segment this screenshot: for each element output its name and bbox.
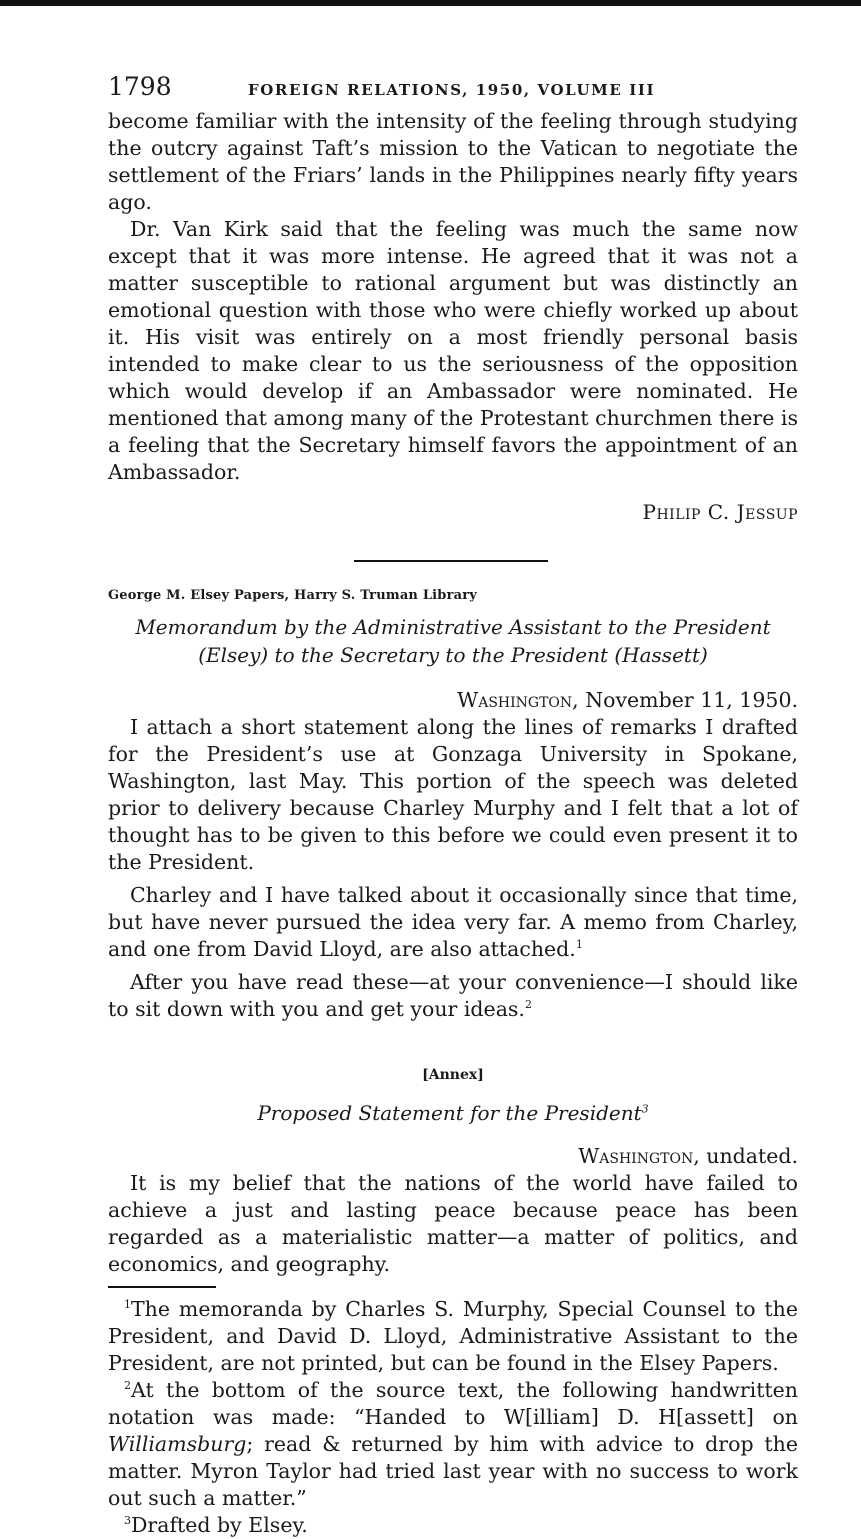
footnote-marker: 2 (124, 1378, 131, 1392)
annex-paragraph: It is my belief that the nations of the world have failed to achieve a just and lasting peace because peace has been regarded as a materialistic matter—a matter of politics, and economics, and geography. (108, 1171, 798, 1276)
body-paragraph: become familiar with the intensity of the feeling through studying the outcry against Taft’s mission to the Vatican to negotiate the settlement of the Friars’ lands in the Philippines nearly fifty years ago. (108, 109, 798, 214)
annex-dateline (108, 1143, 798, 1170)
memo-title: Memorandum by the Administrative Assistant to the President (Elsey) to the Secretary to the President (Hassett) (135, 615, 771, 667)
signature: Philip C. Jessup (642, 500, 798, 524)
footnotes (108, 1296, 798, 1539)
footnote-italic: Williamsburg (108, 1431, 247, 1456)
dateline-date: , November 11, 1950. (572, 688, 798, 712)
footnote (108, 1512, 798, 1539)
footnote (108, 1377, 798, 1512)
memo-paragraph (108, 969, 798, 1023)
source-citation: George M. Elsey Papers, Harry S. Truman Library (108, 588, 478, 603)
memo-paragraph-text: Charley and I have talked about it occasionally since that time, but have never pursued the idea very far. A memo from Charley, and one from David Lloyd, are also attached. (108, 883, 798, 961)
footnote-ref: 2 (524, 998, 532, 1012)
annex-title-text: Proposed Statement for the President (257, 1101, 642, 1125)
annex-title (108, 1101, 798, 1125)
footnote-marker: 1 (124, 1297, 131, 1311)
body-paragraph: Dr. Van Kirk said that the feeling was much the same now except that it was more intense. He agreed that it was not a matter susceptible to rational argument but was distinctly an emotional question with those who were chiefly worked up about it. His visit was entirely on a most friendly personal basis intended to make clear to us the seriousness of the opposition which would develop if an Ambassador were nominated. He mentioned that among many of the Protestant churchmen there is a feeling that the Secretary himself favors the appointment of an Ambassador. (108, 217, 798, 484)
footnote-ref: 3 (641, 1102, 649, 1116)
footnote (108, 1296, 798, 1377)
section-divider (354, 560, 548, 562)
footnote-text: The memoranda by Charles S. Murphy, Special Counsel to the President, and David D. Lloyd, Administrative Assistant to the President, are not printed, but can be found in the Elsey Papers. (108, 1296, 798, 1375)
footnote-text: At the bottom of the source text, the following handwritten notation was made: “Handed to W[illiam] D. H[assett] on (108, 1377, 798, 1429)
memo-paragraph: I attach a short statement along the lines of remarks I drafted for the President’s use at Gonzaga University in Spokane, Washington, last May. This portion of the speech was deleted prior to delivery because Charley Murphy and I felt that a lot of thought has to be given to this before we could even present it to the President. (108, 715, 798, 874)
page-number: 1798 (108, 72, 172, 101)
page-header (108, 72, 798, 108)
footnote-marker: 3 (124, 1513, 131, 1527)
dateline-place: Washington (457, 688, 573, 712)
footnote-ref: 1 (575, 938, 583, 952)
memo-paragraph (108, 882, 798, 963)
annex-label: [Annex] (422, 1067, 484, 1083)
document-page (108, 72, 798, 1539)
memo-dateline (108, 687, 798, 714)
memo-paragraph-text: After you have read these—at your convenience—I should like to sit down with you and get your ideas. (108, 970, 798, 1021)
footnote-text: Drafted by Elsey. (131, 1512, 308, 1537)
scan-edge-bar (0, 0, 861, 6)
dateline-place: Washington (578, 1144, 694, 1168)
footnote-text: ; read & returned by him with advice to drop the matter. Myron Taylor had tried last year with no success to work out such a matter.” (108, 1431, 798, 1510)
running-head: FOREIGN RELATIONS, 1950, VOLUME III (248, 81, 656, 99)
footnote-rule (108, 1286, 216, 1288)
dateline-date: , undated. (693, 1144, 798, 1168)
